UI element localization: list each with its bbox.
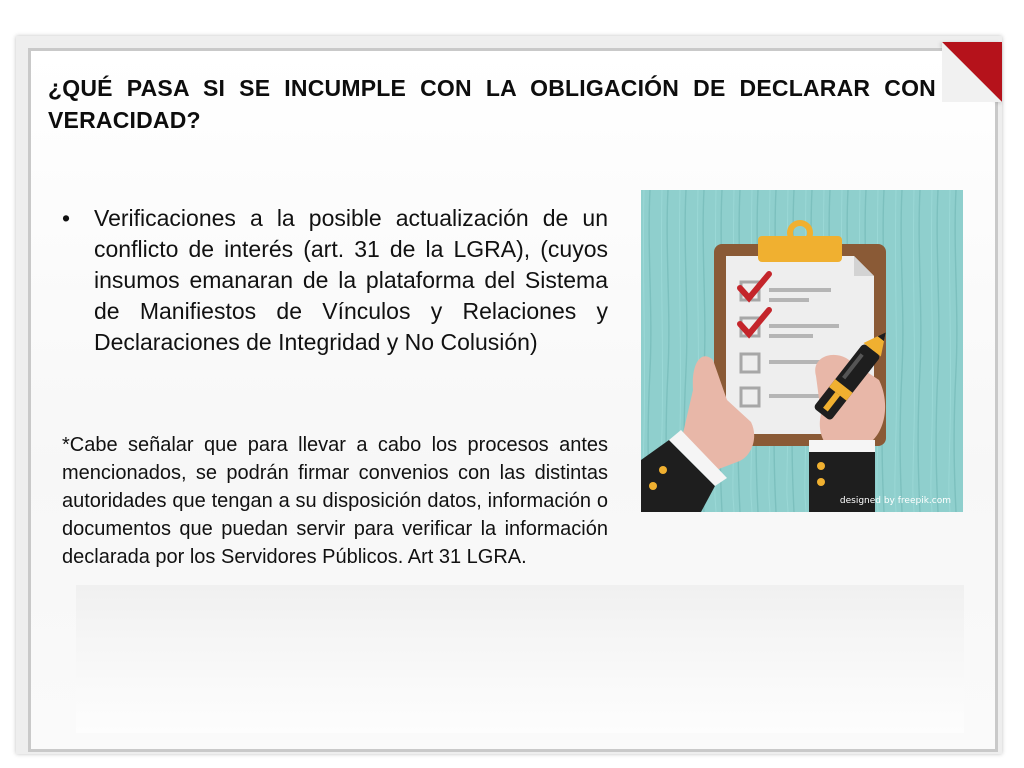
bullet-item (62, 203, 608, 358)
bullet-list (62, 203, 608, 358)
image-credit: designed by freepik.com (839, 496, 951, 506)
footnote-text: *Cabe señalar que para llevar a cabo los procesos antes mencionados, se podrán firmar convenios con las distintas autoridades que tengan a su disposición datos, información o documentos que puedan servir para verificar la información declarada por los Servidores Públicos. Art 31 LGRA. (62, 434, 608, 568)
bullet-text: Verificaciones a la posible actualización de un conflicto de interés (art. 31 de la LGRA), (cuyos insumos emanaran de la plataforma del Sistema de Manifiestos de Vínculos y Relaciones y Declaraciones de Integridad y No Colusión) (94, 205, 608, 355)
bottom-decorative-band (76, 585, 964, 733)
clipboard-illustration-svg (641, 190, 963, 512)
bullet-marker: • (62, 205, 71, 231)
clip-icon (758, 236, 842, 262)
corner-fold (942, 42, 1002, 102)
clipboard-checklist-illustration (641, 190, 963, 512)
slide-title: ¿QUÉ PASA SI SE INCUMPLE CON LA OBLIGACIÓN DE DECLARAR CON VERACIDAD? (48, 75, 936, 133)
